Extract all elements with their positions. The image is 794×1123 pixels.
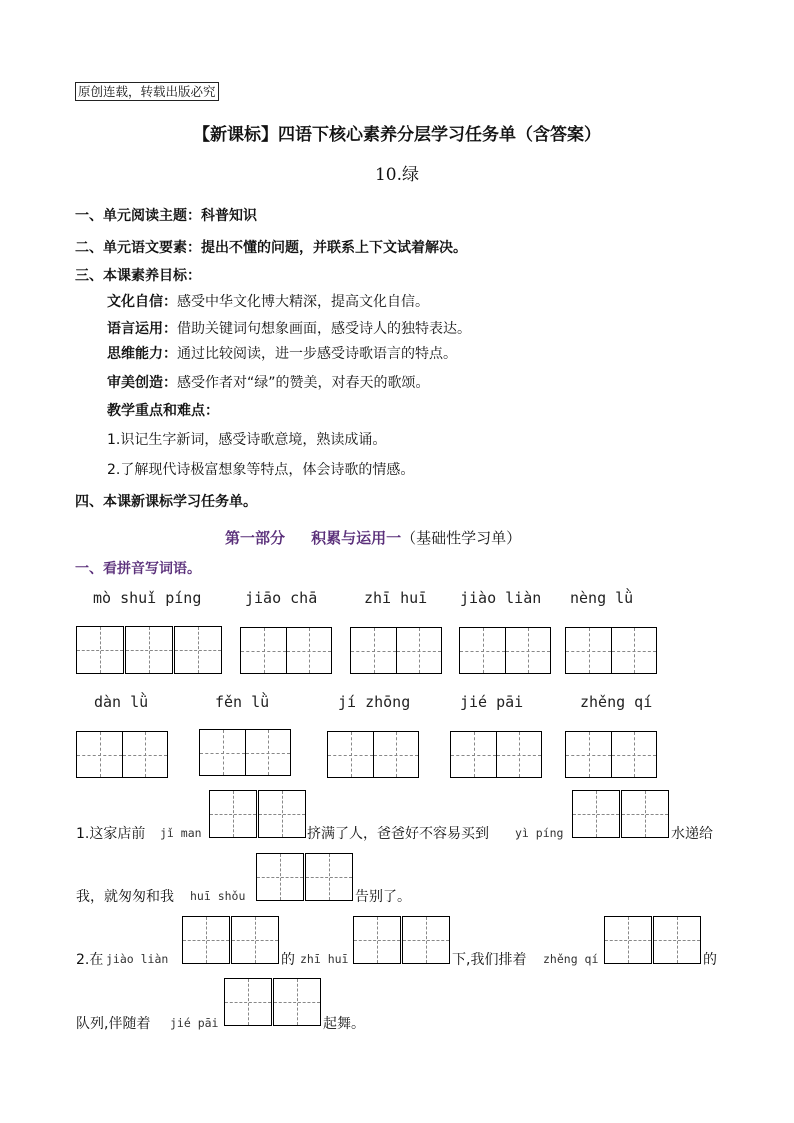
sentence-2-a: 2.在 — [76, 952, 104, 968]
part-heading — [225, 527, 521, 548]
sentence-1-b: 挤满了人，爸爸好不容易买到 — [307, 826, 489, 842]
answer-grid[interactable] — [565, 731, 657, 778]
pinyin-2-2: fěn lǜ — [215, 693, 270, 711]
answer-grid[interactable] — [350, 627, 442, 674]
answer-box[interactable] — [125, 626, 173, 674]
section-1-label: 一、单元阅读主题： — [75, 208, 201, 224]
sentence-2-pinyin-1: jiào liàn — [106, 952, 169, 966]
answer-box[interactable] — [231, 916, 279, 964]
pinyin-1-3: zhī huī — [364, 589, 428, 607]
answer-box[interactable] — [572, 790, 620, 838]
answer-box[interactable] — [174, 626, 222, 674]
part-number: 第一部分 — [225, 529, 286, 547]
part-note: （基础性学习单） — [401, 529, 522, 547]
goal-2-value: 借助关键词句想象画面，感受诗人的独特表达。 — [177, 321, 471, 337]
answer-grid[interactable] — [76, 731, 168, 778]
answer-grid[interactable] — [240, 627, 332, 674]
goal-2-key: 语言运用： — [107, 321, 177, 337]
answer-box[interactable] — [209, 790, 257, 838]
pinyin-2-3: jí zhōng — [338, 693, 411, 711]
key-points-title: 教学重点和难点： — [107, 403, 219, 419]
question-1-title: 一、看拼音写词语。 — [75, 561, 201, 577]
sentence-1-a: 1.这家店前 — [76, 826, 146, 842]
sentence-1-pinyin-2: yì píng — [515, 826, 564, 840]
answer-box[interactable] — [604, 916, 652, 964]
answer-box[interactable] — [353, 916, 401, 964]
lesson-title: 10.绿 — [374, 165, 420, 185]
copyright-stamp: 原创连载，转载出版必究 — [75, 82, 219, 101]
section-1 — [75, 205, 257, 225]
answer-box[interactable] — [76, 626, 124, 674]
pinyin-1-1: mò shuǐ píng — [93, 589, 202, 607]
section-4: 四、本课新课标学习任务单。 — [75, 494, 257, 510]
answer-box[interactable] — [273, 978, 321, 1026]
answer-box[interactable] — [256, 853, 304, 901]
sentence-1-c: 水递给 — [671, 826, 713, 842]
goal-2 — [107, 318, 471, 338]
answer-box[interactable] — [621, 790, 669, 838]
pinyin-2-4: jié pāi — [460, 693, 524, 711]
answer-grid[interactable] — [565, 627, 657, 674]
pinyin-2-1: dàn lǜ — [94, 693, 149, 711]
sentence-1-e: 告别了。 — [355, 889, 411, 905]
goal-1 — [107, 291, 429, 311]
sentence-2-d: 的 — [703, 952, 717, 968]
key-point-1: 1.识记生字新词，感受诗歌意境，熟读成诵。 — [107, 432, 387, 448]
sentence-2-e: 队列,伴随着 — [76, 1016, 151, 1032]
answer-box[interactable] — [224, 978, 272, 1026]
goal-3-value: 通过比较阅读，进一步感受诗歌语言的特点。 — [177, 346, 457, 362]
goal-4 — [107, 372, 430, 392]
section-2-label: 二、单元语文要素： — [75, 240, 201, 256]
goal-1-value: 感受中华文化博大精深，提高文化自信。 — [177, 294, 429, 310]
sentence-2-pinyin-3: zhěng qí — [543, 952, 599, 966]
sentence-2-pinyin-2: zhī huī — [300, 952, 349, 966]
section-2-value: 提出不懂的问题，并联系上下文试着解决。 — [201, 240, 467, 256]
pinyin-1-4: jiào liàn — [460, 589, 542, 607]
sentence-2-f: 起舞。 — [323, 1016, 365, 1032]
part-name: 积累与运用一 — [311, 529, 402, 547]
answer-box[interactable] — [305, 853, 353, 901]
goal-4-key: 审美创造： — [107, 375, 177, 391]
pinyin-1-5: nèng lǜ — [570, 589, 634, 607]
answer-grid[interactable] — [327, 731, 419, 778]
page-title: 【新课标】四语下核心素养分层学习任务单（含答案） — [193, 125, 601, 145]
section-1-value: 科普知识 — [201, 208, 257, 224]
answer-grid[interactable] — [459, 627, 551, 674]
pinyin-1-2: jiāo chā — [245, 589, 318, 607]
sentence-2-b: 的 — [281, 952, 295, 968]
sentence-2-pinyin-4: jié pāi — [170, 1016, 219, 1030]
sentence-1-pinyin-1: jǐ man — [160, 826, 202, 840]
answer-grid[interactable] — [199, 729, 291, 776]
goal-3 — [107, 343, 457, 363]
answer-box[interactable] — [182, 916, 230, 964]
answer-box[interactable] — [258, 790, 306, 838]
sentence-2-c: 下,我们排着 — [452, 952, 527, 968]
pinyin-2-5: zhěng qí — [580, 693, 653, 711]
goal-3-key: 思维能力： — [107, 346, 177, 362]
key-point-2: 2.了解现代诗极富想象等特点，体会诗歌的情感。 — [107, 462, 415, 478]
answer-box[interactable] — [653, 916, 701, 964]
goal-4-value: 感受作者对“绿”的赞美，对春天的歌颂。 — [177, 375, 430, 391]
goal-1-key: 文化自信： — [107, 294, 177, 310]
section-3: 三、本课素养目标： — [75, 268, 201, 284]
section-2 — [75, 237, 467, 257]
answer-grid[interactable] — [450, 731, 542, 778]
sentence-1-d: 我，就匆匆和我 — [76, 889, 174, 905]
answer-box[interactable] — [402, 916, 450, 964]
sentence-1-pinyin-3: huī shǒu — [190, 889, 246, 903]
